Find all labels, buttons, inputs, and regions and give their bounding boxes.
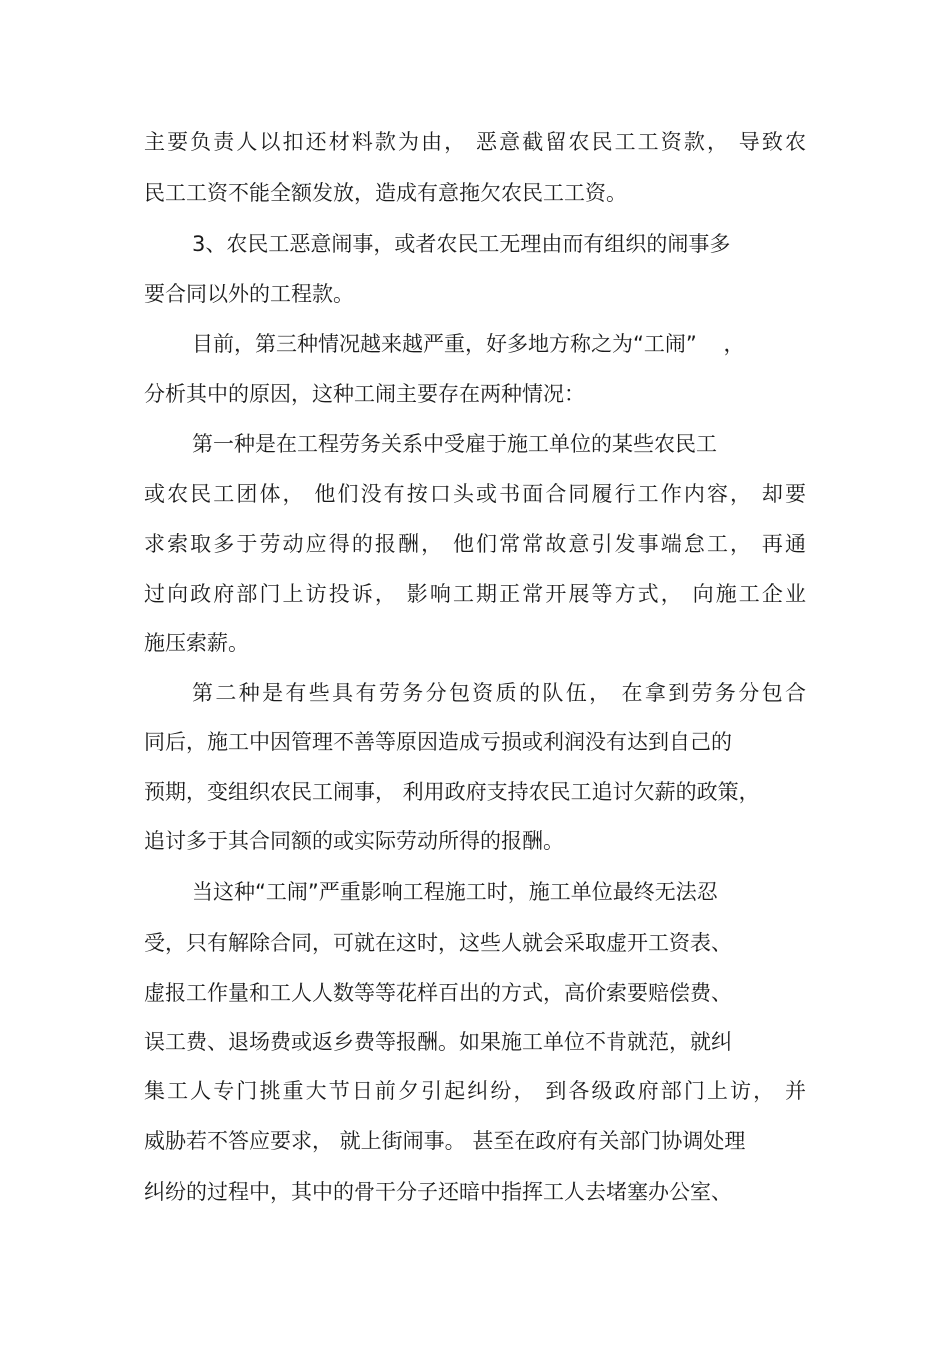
text-line-3: 3、农民工恶意闹事，或者农民工无理由而有组织的闹事多 (192, 232, 731, 256)
text-line-18: 虚报工作量和工人人数等等花样百出的方式，高价索要赔偿费、 (144, 981, 732, 1005)
text-line-5: 目前，第三种情况越来越严重，好多地方称之为“工闹” ， (192, 332, 745, 356)
text-line-22: 纠纷的过程中，其中的骨干分子还暗中指挥工人去堵塞办公室、 (144, 1180, 732, 1204)
text-line-21: 威胁若不答应要求， 就上街闹事。 甚至在政府有关部门协调处理 (144, 1129, 746, 1153)
text-line-10: 过向政府部门上访投诉， 影响工期正常开展等方式， 向施工企业 (144, 582, 806, 606)
text-line-20: 集工人专门挑重大节日前夕引起纠纷， 到各级政府部门上访， 并 (144, 1079, 806, 1103)
text-line-19: 误工费、退场费或返乡费等报酬。如果施工单位不肯就范，就纠 (144, 1030, 732, 1054)
text-line-16: 当这种“工闹”严重影响工程施工时，施工单位最终无法忍 (192, 880, 718, 904)
text-line-12: 第二种是有些具有劳务分包资质的队伍， 在拿到劳务分包合 (192, 681, 806, 705)
text-line-8: 或农民工团体， 他们没有按口头或书面合同履行工作内容， 却要 (144, 482, 806, 506)
text-line-4: 要合同以外的工程款。 (144, 282, 354, 306)
text-line-17: 受，只有解除合同，可就在这时，这些人就会采取虚开工资表、 (144, 931, 732, 955)
text-line-15: 追讨多于其合同额的或实际劳动所得的报酬。 (144, 829, 564, 853)
text-line-14: 预期，变组织农民工闹事， 利用政府支持农民工追讨欠薪的政策， (144, 780, 760, 804)
text-line-13: 同后，施工中因管理不善等原因造成亏损或利润没有达到自己的 (144, 730, 732, 754)
text-line-1: 主要负责人以扣还材料款为由， 恶意截留农民工工资款， 导致农 (144, 130, 806, 154)
text-line-7: 第一种是在工程劳务关系中受雇于施工单位的某些农民工 (192, 432, 717, 456)
text-line-2: 民工工资不能全额发放，造成有意拖欠农民工工资。 (144, 181, 627, 205)
text-line-11: 施压索薪。 (144, 631, 249, 655)
text-line-6: 分析其中的原因，这种工闹主要存在两种情况： (144, 382, 585, 406)
text-line-9: 求索取多于劳动应得的报酬， 他们常常故意引发事端怠工， 再通 (144, 532, 806, 556)
